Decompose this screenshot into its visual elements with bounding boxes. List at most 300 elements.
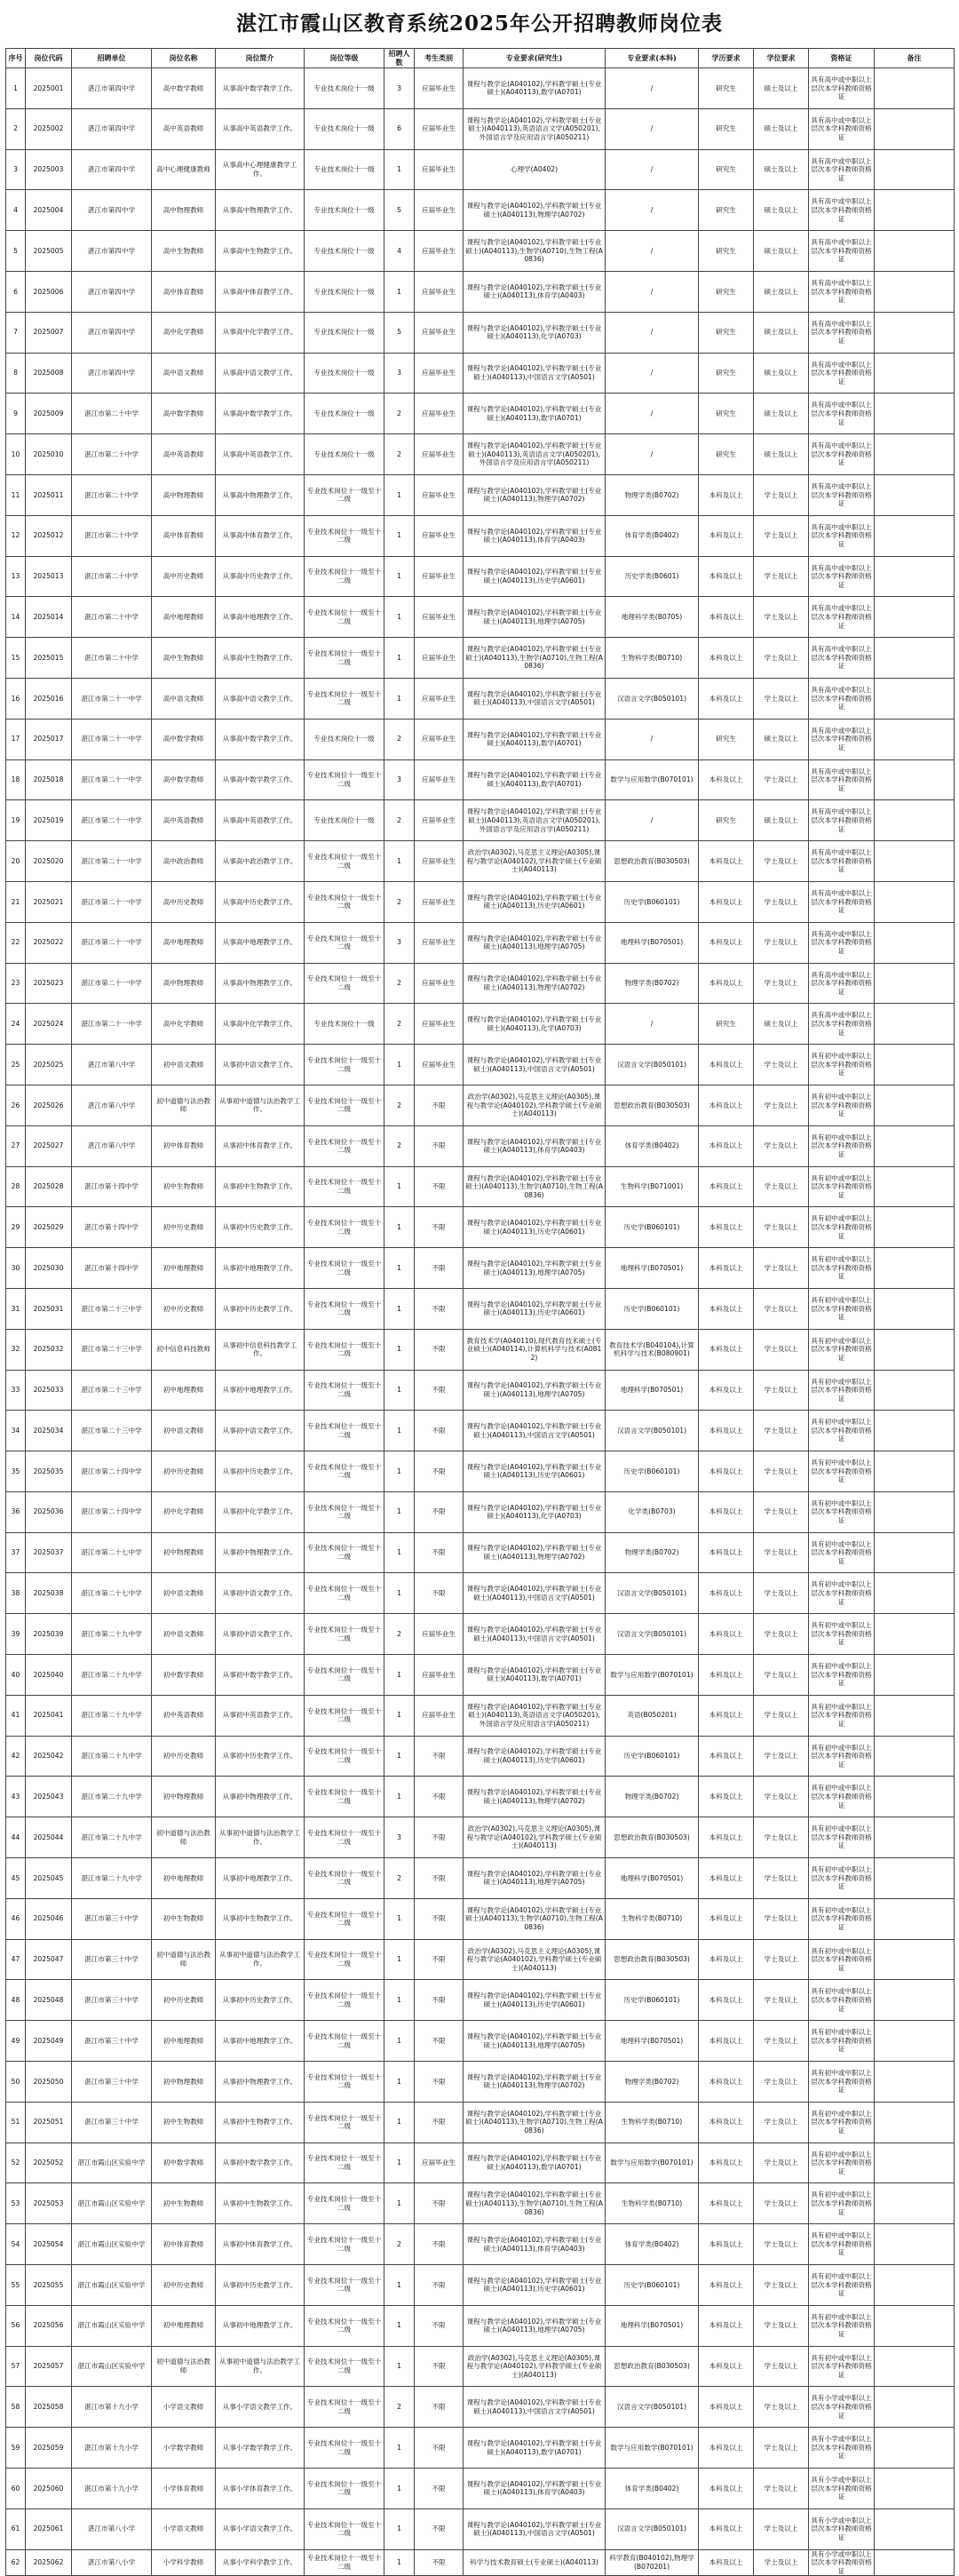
table-cell: 1 <box>384 1573 415 1614</box>
table-cell: 专业技术岗位十一级至十二级 <box>305 1532 384 1573</box>
table-cell: 2025033 <box>26 1370 72 1411</box>
table-cell: 从事初中生物教学工作。 <box>216 1898 305 1939</box>
table-cell: 本科及以上 <box>699 2102 754 2143</box>
table-cell: 2025024 <box>26 1004 72 1045</box>
table-cell: 小学科学教师 <box>152 2549 216 2576</box>
table-cell: 初中道德与法治教师 <box>152 1085 216 1125</box>
table-cell: 20 <box>6 841 26 882</box>
table-cell: 1 <box>384 1248 415 1289</box>
table-cell: 课程与教学论(A040102),学科教学硕士(专业硕士)(A040113),地理学(A0705) <box>464 2021 606 2062</box>
table-cell: 学士及以上 <box>754 515 809 556</box>
table-cell: 不限 <box>415 2508 464 2549</box>
table-cell: 从事高中物理教学工作。 <box>216 963 305 1004</box>
table-cell <box>875 2549 955 2576</box>
table-cell: 33 <box>6 1370 26 1411</box>
table-cell: 2025050 <box>26 2062 72 2103</box>
table-cell: 从事初中物理教学工作。 <box>216 2062 305 2103</box>
table-cell: 课程与教学论(A040102),学科教学硕士(专业硕士)(A040113),历史学(A0601) <box>464 1451 606 1492</box>
table-cell: 专业技术岗位十一级至十二级 <box>305 2224 384 2265</box>
table-cell: 具有高中或中职以上层次本学科教师资格证 <box>809 556 875 597</box>
table-cell: 历史学(B060101) <box>606 1736 699 1777</box>
table-cell: 18 <box>6 759 26 800</box>
table-cell: 41 <box>6 1695 26 1736</box>
table-cell: 具有初中或中职以上层次本学科教师资格证 <box>809 1411 875 1451</box>
table-cell: 不限 <box>415 2062 464 2103</box>
table-row <box>6 1614 955 1655</box>
table-cell: 2025041 <box>26 1695 72 1736</box>
table-cell: 2 <box>384 1858 415 1899</box>
table-cell: 1 <box>6 68 26 109</box>
table-cell: 专业技术岗位十一级至十二级 <box>305 2508 384 2549</box>
table-cell: 本科及以上 <box>699 1370 754 1411</box>
table-cell: 应届毕业生 <box>415 1614 464 1655</box>
table-cell: 本科及以上 <box>699 1980 754 2021</box>
column-header: 岗位代码 <box>26 49 72 68</box>
table-cell: 不限 <box>415 1491 464 1532</box>
table-cell: 课程与教学论(A040102),学科教学硕士(专业硕士)(A040113),数学(A0701) <box>464 1655 606 1696</box>
table-cell: 1 <box>384 678 415 719</box>
table-cell <box>875 1655 955 1696</box>
table-cell: 具有初中或中职以上层次本学科教师资格证 <box>809 1573 875 1614</box>
table-cell <box>875 394 955 434</box>
table-cell: 本科及以上 <box>699 597 754 638</box>
table-cell: 具有高中或中职以上层次本学科教师资格证 <box>809 678 875 719</box>
table-cell: 高中化学教师 <box>152 312 216 353</box>
table-cell: 高中数学教师 <box>152 68 216 109</box>
table-cell: 政治学(A0302),马克思主义理论(A0305),课程与教学论(A040102),学科教学硕士(专业硕士)(A040113) <box>464 1939 606 1980</box>
table-cell: 课程与教学论(A040102),学科教学硕士(专业硕士)(A040113),中国语言文学(A0501) <box>464 1411 606 1451</box>
table-cell: 专业技术岗位十一级至十二级 <box>305 963 384 1004</box>
table-cell: 10 <box>6 434 26 475</box>
table-cell: 4 <box>384 231 415 272</box>
table-cell: 历史学(B060101) <box>606 2265 699 2306</box>
table-cell: 初中地理教师 <box>152 1248 216 1289</box>
table-cell: 课程与教学论(A040102),学科教学硕士(专业硕士)(A040113),英语语言文学(A050201),外国语言学及应用语言学(A050211) <box>464 108 606 149</box>
table-cell: 初中历史教师 <box>152 1451 216 1492</box>
table-cell <box>875 678 955 719</box>
table-cell: 2025039 <box>26 1614 72 1655</box>
table-cell: 学士及以上 <box>754 1411 809 1451</box>
table-cell <box>875 1125 955 1166</box>
table-cell: 3 <box>384 759 415 800</box>
table-cell <box>875 719 955 759</box>
table-cell: 历史学(B060101) <box>606 881 699 922</box>
table-cell: 具有小学或中职以上层次本学科教师资格证 <box>809 2469 875 2509</box>
table-cell: 专业技术岗位十一级 <box>305 1004 384 1045</box>
table-cell: 湛江市第二十九中学 <box>72 1858 152 1899</box>
table-cell: 2025010 <box>26 434 72 475</box>
table-cell: 14 <box>6 597 26 638</box>
table-cell: 学士及以上 <box>754 678 809 719</box>
table-cell: 2025056 <box>26 2305 72 2346</box>
table-cell: 本科及以上 <box>699 1655 754 1696</box>
table-cell: 具有初中或中职以上层次本学科教师资格证 <box>809 1532 875 1573</box>
table-cell: 39 <box>6 1614 26 1655</box>
table-cell: 学士及以上 <box>754 1125 809 1166</box>
table-cell: 1 <box>384 474 415 515</box>
table-cell: 应届毕业生 <box>415 678 464 719</box>
table-cell: 2025005 <box>26 231 72 272</box>
table-cell: 2025035 <box>26 1451 72 1492</box>
table-cell: 思想政治教育(B030503) <box>606 2346 699 2387</box>
table-cell: 从事初中体育教学工作。 <box>216 1125 305 1166</box>
table-cell <box>875 1939 955 1980</box>
table-cell: 地理科学(B070501) <box>606 1858 699 1899</box>
table-cell: 从事初中道德与法治教学工作。 <box>216 1817 305 1858</box>
table-cell: 湛江市霞山区实验中学 <box>72 2224 152 2265</box>
table-cell: 思想政治教育(B030503) <box>606 1939 699 1980</box>
table-cell: 25 <box>6 1045 26 1085</box>
table-cell: 本科及以上 <box>699 2183 754 2224</box>
table-cell <box>875 1288 955 1329</box>
table-cell: 具有初中或中职以上层次本学科教师资格证 <box>809 1614 875 1655</box>
table-cell: 高中地理教师 <box>152 922 216 963</box>
table-cell: 2025003 <box>26 149 72 190</box>
table-cell: 从事高中英语教学工作。 <box>216 108 305 149</box>
table-cell: 具有高中或中职以上层次本学科教师资格证 <box>809 231 875 272</box>
table-cell: 课程与教学论(A040102),学科教学硕士(专业硕士)(A040113),数学(A0701) <box>464 2428 606 2469</box>
table-cell: 从事高中物理教学工作。 <box>216 190 305 231</box>
table-cell: 从事高中历史教学工作。 <box>216 556 305 597</box>
table-row <box>6 394 955 434</box>
table-cell: 本科及以上 <box>699 2224 754 2265</box>
table-cell: 英语(B050201) <box>606 1695 699 1736</box>
table-cell: 专业技术岗位十一级 <box>305 271 384 312</box>
table-cell: 初中语文教师 <box>152 1411 216 1451</box>
table-cell: 高中英语教师 <box>152 434 216 475</box>
table-cell: 具有初中或中职以上层次本学科教师资格证 <box>809 1736 875 1777</box>
table-cell <box>875 2143 955 2183</box>
table-cell: 50 <box>6 2062 26 2103</box>
table-cell: 23 <box>6 963 26 1004</box>
table-cell: 学士及以上 <box>754 474 809 515</box>
column-header: 考生类别 <box>415 49 464 68</box>
table-cell: 学士及以上 <box>754 556 809 597</box>
table-row <box>6 2143 955 2183</box>
table-cell: 具有高中或中职以上层次本学科教师资格证 <box>809 108 875 149</box>
table-cell: 湛江市第二十中学 <box>72 434 152 475</box>
table-cell: 高中英语教师 <box>152 800 216 841</box>
table-cell: 1 <box>384 1491 415 1532</box>
table-cell: 专业技术岗位十一级至十二级 <box>305 597 384 638</box>
table-cell: 57 <box>6 2346 26 2387</box>
table-row <box>6 271 955 312</box>
table-cell <box>875 1614 955 1655</box>
table-cell: 不限 <box>415 1370 464 1411</box>
table-cell: 具有高中或中职以上层次本学科教师资格证 <box>809 394 875 434</box>
table-cell: 课程与教学论(A040102),学科教学硕士(专业硕士)(A040113),生物学(A0710),生物工程(A0836) <box>464 1166 606 1207</box>
table-cell: 1 <box>384 556 415 597</box>
table-cell: 具有初中或中职以上层次本学科教师资格证 <box>809 2305 875 2346</box>
table-cell <box>875 2102 955 2143</box>
table-cell: 学士及以上 <box>754 2428 809 2469</box>
table-cell: 课程与教学论(A040102),学科教学硕士(专业硕士)(A040113),地理学(A0705) <box>464 1370 606 1411</box>
table-cell: 具有初中或中职以上层次本学科教师资格证 <box>809 2062 875 2103</box>
table-cell: 具有初中或中职以上层次本学科教师资格证 <box>809 2102 875 2143</box>
table-cell <box>875 1207 955 1248</box>
table-cell: 学士及以上 <box>754 1817 809 1858</box>
table-cell: 专业技术岗位十一级至十二级 <box>305 1817 384 1858</box>
table-cell: 2025018 <box>26 759 72 800</box>
table-cell: 44 <box>6 1817 26 1858</box>
table-cell: 湛江市第二十中学 <box>72 474 152 515</box>
table-cell: 从事初中历史教学工作。 <box>216 1207 305 1248</box>
table-cell: 课程与教学论(A040102),学科教学硕士(专业硕士)(A040113),物理学(A0702) <box>464 1777 606 1817</box>
table-cell: 6 <box>6 271 26 312</box>
table-cell: 5 <box>384 312 415 353</box>
table-cell: 课程与教学论(A040102),学科教学硕士(专业硕士)(A040113),数学(A0701) <box>464 759 606 800</box>
table-cell <box>875 2265 955 2306</box>
table-cell: 课程与教学论(A040102),学科教学硕士(专业硕士)(A040113),物理学(A0702) <box>464 474 606 515</box>
table-cell: 本科及以上 <box>699 1045 754 1085</box>
table-cell: 2025019 <box>26 800 72 841</box>
table-cell: 从事初中物理教学工作。 <box>216 1777 305 1817</box>
table-cell: 汉语言文学(B050101) <box>606 2387 699 2428</box>
table-row <box>6 922 955 963</box>
table-cell: 不限 <box>415 1939 464 1980</box>
table-cell: 初中物理教师 <box>152 1532 216 1573</box>
table-cell: 从事初中数学教学工作。 <box>216 1655 305 1696</box>
table-cell: 2025025 <box>26 1045 72 1085</box>
table-cell: 31 <box>6 1288 26 1329</box>
table-cell: 体育学类(B0402) <box>606 2224 699 2265</box>
table-cell: 初中信息科技教师 <box>152 1329 216 1370</box>
table-cell: 从事高中地理教学工作。 <box>216 922 305 963</box>
table-cell: 本科及以上 <box>699 638 754 679</box>
table-cell: 湛江市第二十中学 <box>72 515 152 556</box>
table-cell: 2 <box>384 1614 415 1655</box>
table-cell: 3 <box>6 149 26 190</box>
table-cell: 具有高中或中职以上层次本学科教师资格证 <box>809 638 875 679</box>
table-cell: 具有初中或中职以上层次本学科教师资格证 <box>809 1288 875 1329</box>
table-cell: 硕士及以上 <box>754 190 809 231</box>
table-cell: 应届毕业生 <box>415 963 464 1004</box>
table-cell: 生物科学类(B0710) <box>606 638 699 679</box>
table-row <box>6 2183 955 2224</box>
table-cell: 2 <box>384 963 415 1004</box>
table-cell: 本科及以上 <box>699 1248 754 1289</box>
table-cell: 27 <box>6 1125 26 1166</box>
table-cell: 历史学(B060101) <box>606 1288 699 1329</box>
table-cell: 不限 <box>415 2102 464 2143</box>
table-cell: 研究生 <box>699 149 754 190</box>
table-row <box>6 678 955 719</box>
table-cell <box>875 1329 955 1370</box>
table-cell <box>875 800 955 841</box>
table-cell: 科学与技术教育硕士(专业硕士)(A040113) <box>464 2549 606 2576</box>
table-cell <box>875 556 955 597</box>
table-cell: 从事初中地理教学工作。 <box>216 1858 305 1899</box>
table-cell: 汉语言文学(B050101) <box>606 1411 699 1451</box>
table-cell: 应届毕业生 <box>415 353 464 394</box>
table-cell: / <box>606 353 699 394</box>
table-cell: 学士及以上 <box>754 1491 809 1532</box>
table-cell: 学士及以上 <box>754 1939 809 1980</box>
table-cell: 专业技术岗位十一级至十二级 <box>305 2469 384 2509</box>
table-cell: 专业技术岗位十一级至十二级 <box>305 1248 384 1289</box>
table-cell: 课程与教学论(A040102),学科教学硕士(专业硕士)(A040113),中国语言文学(A0501) <box>464 353 606 394</box>
table-row <box>6 1045 955 1085</box>
table-cell: 学士及以上 <box>754 1451 809 1492</box>
table-cell: 学士及以上 <box>754 1898 809 1939</box>
table-cell: 湛江市第二十一中学 <box>72 922 152 963</box>
table-cell: 从事高中数学教学工作。 <box>216 394 305 434</box>
table-cell: 不限 <box>415 1532 464 1573</box>
table-cell: 汉语言文学(B050101) <box>606 1045 699 1085</box>
table-row <box>6 108 955 149</box>
table-row <box>6 2265 955 2306</box>
table-cell: 具有初中或中职以上层次本学科教师资格证 <box>809 1045 875 1085</box>
table-cell: 具有初中或中职以上层次本学科教师资格证 <box>809 1166 875 1207</box>
table-cell: 湛江市第二十三中学 <box>72 1288 152 1329</box>
table-header-row <box>6 49 955 68</box>
table-cell: 从事高中语文教学工作。 <box>216 353 305 394</box>
table-cell: 湛江市第三十中学 <box>72 2102 152 2143</box>
table-cell: 学士及以上 <box>754 2549 809 2576</box>
table-cell: 高中语文教师 <box>152 353 216 394</box>
table-cell: 研究生 <box>699 800 754 841</box>
table-cell: 专业技术岗位十一级至十二级 <box>305 759 384 800</box>
table-cell: 不限 <box>415 1166 464 1207</box>
table-row <box>6 190 955 231</box>
table-cell: 研究生 <box>699 312 754 353</box>
table-cell: 51 <box>6 2102 26 2143</box>
table-cell: 湛江市第二十三中学 <box>72 1411 152 1451</box>
table-cell: 具有初中或中职以上层次本学科教师资格证 <box>809 1695 875 1736</box>
table-cell: 55 <box>6 2265 26 2306</box>
table-cell: 汉语言文学(B050101) <box>606 1573 699 1614</box>
table-cell: 从事初中道德与法治教学工作。 <box>216 1085 305 1125</box>
table-cell: 4 <box>6 190 26 231</box>
table-cell: 湛江市第二十九中学 <box>72 1777 152 1817</box>
table-cell: 62 <box>6 2549 26 2576</box>
table-cell: 应届毕业生 <box>415 638 464 679</box>
table-cell: 本科及以上 <box>699 963 754 1004</box>
table-cell: 5 <box>6 231 26 272</box>
table-cell: 高中心理健康教师 <box>152 149 216 190</box>
table-cell: 学士及以上 <box>754 1655 809 1696</box>
table-cell: 2025048 <box>26 1980 72 2021</box>
table-cell: 本科及以上 <box>699 1777 754 1817</box>
table-cell: 1 <box>384 271 415 312</box>
table-cell: 1 <box>384 515 415 556</box>
table-cell: 本科及以上 <box>699 1614 754 1655</box>
table-cell: 专业技术岗位十一级至十二级 <box>305 2346 384 2387</box>
table-cell: 2025027 <box>26 1125 72 1166</box>
table-cell: 课程与教学论(A040102),学科教学硕士(专业硕士)(A040113),地理学(A0705) <box>464 1858 606 1899</box>
table-cell: 初中道德与法治教师 <box>152 1939 216 1980</box>
table-cell: / <box>606 149 699 190</box>
table-cell <box>875 515 955 556</box>
table-cell: 2 <box>384 1125 415 1166</box>
table-cell: 初中化学教师 <box>152 1491 216 1532</box>
table-cell: 初中生物教师 <box>152 2183 216 2224</box>
table-cell: 湛江市第二十九中学 <box>72 1817 152 1858</box>
table-cell: 课程与教学论(A040102),学科教学硕士(专业硕士)(A040113),中国语言文学(A0501) <box>464 2387 606 2428</box>
table-cell: 不限 <box>415 2346 464 2387</box>
table-cell: 58 <box>6 2387 26 2428</box>
table-cell: 从事初中英语教学工作。 <box>216 1695 305 1736</box>
table-cell: 生物科学类(B0710) <box>606 2102 699 2143</box>
table-row <box>6 2508 955 2549</box>
table-cell: 不限 <box>415 1573 464 1614</box>
table-cell: 不限 <box>415 1858 464 1899</box>
table-cell: 课程与教学论(A040102),学科教学硕士(专业硕士)(A040113),地理学(A0705) <box>464 2305 606 2346</box>
table-cell: 不限 <box>415 2224 464 2265</box>
table-cell: 地理科学类(B0705) <box>606 597 699 638</box>
column-header: 招聘单位 <box>72 49 152 68</box>
table-cell: 初中地理教师 <box>152 2305 216 2346</box>
table-row <box>6 1858 955 1899</box>
table-cell: 湛江市第二十一中学 <box>72 678 152 719</box>
table-cell <box>875 1736 955 1777</box>
table-cell: 学士及以上 <box>754 1736 809 1777</box>
table-cell: 专业技术岗位十一级 <box>305 108 384 149</box>
table-cell: 课程与教学论(A040102),学科教学硕士(专业硕士)(A040113),中国语言文学(A0501) <box>464 1045 606 1085</box>
table-cell: / <box>606 312 699 353</box>
table-cell <box>875 149 955 190</box>
table-cell: 从事高中化学教学工作。 <box>216 1004 305 1045</box>
table-cell: 应届毕业生 <box>415 474 464 515</box>
table-cell: 具有高中或中职以上层次本学科教师资格证 <box>809 271 875 312</box>
table-row <box>6 1248 955 1289</box>
table-cell: 应届毕业生 <box>415 759 464 800</box>
table-cell: 湛江市第二十中学 <box>72 597 152 638</box>
table-cell: 不限 <box>415 2428 464 2469</box>
table-cell: 湛江市第十九小学 <box>72 2387 152 2428</box>
table-cell: 学士及以上 <box>754 2346 809 2387</box>
table-cell: 具有初中或中职以上层次本学科教师资格证 <box>809 2346 875 2387</box>
table-cell: 本科及以上 <box>699 1207 754 1248</box>
table-cell: 本科及以上 <box>699 841 754 882</box>
table-cell: 应届毕业生 <box>415 922 464 963</box>
table-cell: 17 <box>6 719 26 759</box>
table-cell: 课程与教学论(A040102),学科教学硕士(专业硕士)(A040113),生物学(A0710),生物工程(A0836) <box>464 638 606 679</box>
table-cell: 学士及以上 <box>754 2508 809 2549</box>
table-cell <box>875 68 955 109</box>
table-cell: 从事小学体育教学工作。 <box>216 2469 305 2509</box>
table-cell: 专业技术岗位十一级至十二级 <box>305 1858 384 1899</box>
table-cell: 学士及以上 <box>754 1532 809 1573</box>
table-cell: 48 <box>6 1980 26 2021</box>
table-cell: 6 <box>384 108 415 149</box>
table-cell: 初中道德与法治教师 <box>152 1817 216 1858</box>
table-cell: 具有初中或中职以上层次本学科教师资格证 <box>809 1939 875 1980</box>
table-cell <box>875 881 955 922</box>
table-cell: 初中生物教师 <box>152 2102 216 2143</box>
table-cell: 硕士及以上 <box>754 108 809 149</box>
table-cell: 2025009 <box>26 394 72 434</box>
table-cell: 具有初中或中职以上层次本学科教师资格证 <box>809 2183 875 2224</box>
table-row <box>6 1898 955 1939</box>
table-cell: 具有小学或中职以上层次本学科教师资格证 <box>809 2549 875 2576</box>
table-cell: 专业技术岗位十一级至十二级 <box>305 1451 384 1492</box>
table-cell: 初中体育教师 <box>152 1125 216 1166</box>
table-cell: 专业技术岗位十一级至十二级 <box>305 556 384 597</box>
table-cell <box>875 1451 955 1492</box>
table-cell: 专业技术岗位十一级至十二级 <box>305 1939 384 1980</box>
table-cell: 专业技术岗位十一级至十二级 <box>305 1655 384 1696</box>
table-cell: / <box>606 394 699 434</box>
table-row <box>6 1451 955 1492</box>
table-cell: 湛江市第二十四中学 <box>72 1491 152 1532</box>
table-row <box>6 963 955 1004</box>
table-cell: 1 <box>384 1736 415 1777</box>
table-cell: 湛江市第二十中学 <box>72 638 152 679</box>
table-cell: 学士及以上 <box>754 963 809 1004</box>
table-cell: 课程与教学论(A040102),学科教学硕士(专业硕士)(A040113),历史学(A0601) <box>464 2265 606 2306</box>
table-row <box>6 1004 955 1045</box>
